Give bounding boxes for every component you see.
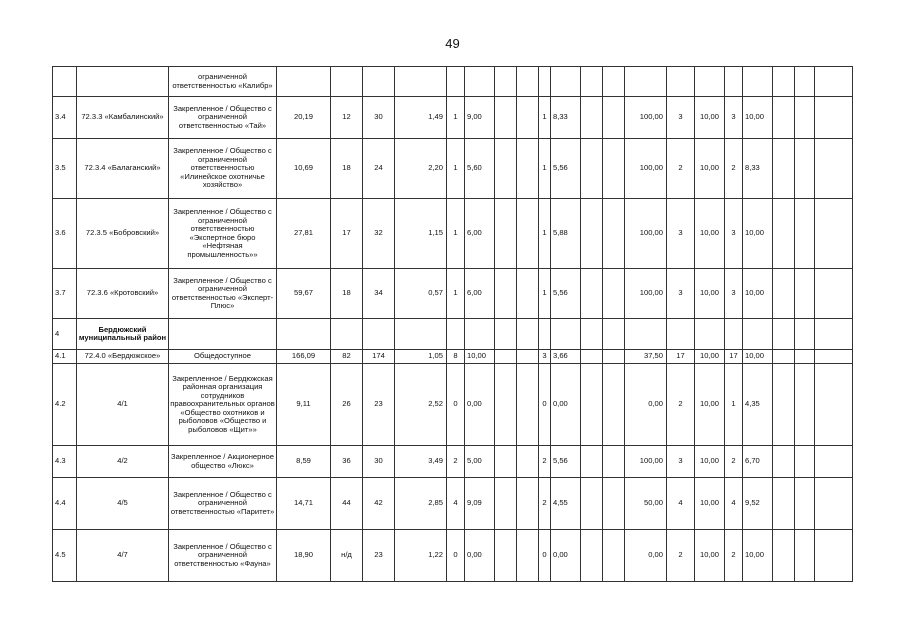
cell-c6: 34 (363, 269, 395, 319)
cell-c9 (465, 319, 495, 350)
cell-c11 (517, 478, 539, 530)
cell-type: Закрепленное / Общество с ограниченной ответственностью «Тай» (169, 97, 277, 139)
table-row (53, 530, 853, 582)
cell-c8: 1 (447, 199, 465, 269)
cell-c12: 2 (539, 478, 551, 530)
cell-c14 (581, 446, 603, 478)
cell-c12: 3 (539, 350, 551, 364)
cell-c19: 3 (725, 199, 743, 269)
cell-empty (795, 67, 815, 97)
cell-c15 (603, 364, 625, 446)
cell-empty (795, 269, 815, 319)
cell-c15 (603, 67, 625, 97)
cell-c13 (551, 67, 581, 97)
cell-c20: 9,52 (743, 478, 773, 530)
cell-c18: 10,00 (695, 478, 725, 530)
cell-c14 (581, 97, 603, 139)
cell-c20: 10,00 (743, 530, 773, 582)
cell-name: 72.3.5 «Бобровский» (77, 199, 169, 269)
cell-empty (815, 67, 853, 97)
cell-c11 (517, 319, 539, 350)
table-row (53, 319, 853, 350)
cell-area: 8,59 (277, 446, 331, 478)
cell-area: 59,67 (277, 269, 331, 319)
cell-c19: 2 (725, 446, 743, 478)
cell-c15 (603, 97, 625, 139)
cell-c5 (331, 319, 363, 350)
cell-c19: 2 (725, 139, 743, 199)
cell-empty (795, 478, 815, 530)
cell-c17: 17 (667, 350, 695, 364)
cell-c10 (495, 446, 517, 478)
cell-c7: 2,20 (395, 139, 447, 199)
cell-c16: 100,00 (625, 199, 667, 269)
cell-type: Общедоступное (169, 350, 277, 364)
cell-c12 (539, 67, 551, 97)
cell-c20: 10,00 (743, 97, 773, 139)
cell-c15 (603, 269, 625, 319)
cell-c21 (773, 364, 795, 446)
cell-c7: 2,52 (395, 364, 447, 446)
cell-c7: 1,22 (395, 530, 447, 582)
cell-c11 (517, 67, 539, 97)
cell-c14 (581, 67, 603, 97)
cell-c6: 30 (363, 446, 395, 478)
cell-num (53, 67, 77, 97)
cell-c21 (773, 350, 795, 364)
cell-empty (815, 139, 853, 199)
cell-c9: 5,60 (465, 139, 495, 199)
cell-c16: 100,00 (625, 269, 667, 319)
cell-c9: 9,09 (465, 478, 495, 530)
cell-c13: 0,00 (551, 364, 581, 446)
cell-c17: 3 (667, 269, 695, 319)
cell-c13 (551, 319, 581, 350)
cell-c13: 5,88 (551, 199, 581, 269)
cell-num: 3.6 (53, 199, 77, 269)
cell-c17: 2 (667, 139, 695, 199)
cell-c5: 12 (331, 97, 363, 139)
cell-c21 (773, 139, 795, 199)
cell-c10 (495, 139, 517, 199)
cell-c5: 26 (331, 364, 363, 446)
cell-c11 (517, 269, 539, 319)
cell-c5: 18 (331, 269, 363, 319)
cell-c18: 10,00 (695, 364, 725, 446)
cell-c17: 2 (667, 530, 695, 582)
cell-empty (815, 97, 853, 139)
cell-c18: 10,00 (695, 446, 725, 478)
cell-c8: 4 (447, 478, 465, 530)
cell-c5: н/д (331, 530, 363, 582)
cell-c15 (603, 319, 625, 350)
cell-c5 (331, 67, 363, 97)
table-row (53, 269, 853, 319)
cell-c17: 4 (667, 478, 695, 530)
cell-c15 (603, 350, 625, 364)
cell-num: 3.4 (53, 97, 77, 139)
cell-c6: 174 (363, 350, 395, 364)
cell-name: 4/7 (77, 530, 169, 582)
table-row (53, 97, 853, 139)
cell-c8 (447, 67, 465, 97)
cell-c14 (581, 350, 603, 364)
cell-c9: 6,00 (465, 199, 495, 269)
cell-c8: 2 (447, 446, 465, 478)
cell-c8 (447, 319, 465, 350)
cell-empty (815, 478, 853, 530)
cell-c19: 17 (725, 350, 743, 364)
cell-c5: 44 (331, 478, 363, 530)
cell-c11 (517, 199, 539, 269)
cell-c21 (773, 478, 795, 530)
cell-c16: 100,00 (625, 97, 667, 139)
cell-c19: 2 (725, 530, 743, 582)
cell-c14 (581, 319, 603, 350)
cell-c11 (517, 139, 539, 199)
cell-c12: 1 (539, 97, 551, 139)
cell-c12 (539, 319, 551, 350)
cell-c14 (581, 139, 603, 199)
cell-type: Закрепленное / Общество с ограниченной ответственностью «Экспертное бюро «Нефтяная промышленность»» (169, 199, 277, 269)
cell-c6 (363, 319, 395, 350)
cell-c11 (517, 97, 539, 139)
cell-c15 (603, 139, 625, 199)
cell-c6 (363, 67, 395, 97)
cell-c8: 1 (447, 139, 465, 199)
cell-c6: 23 (363, 530, 395, 582)
cell-empty (795, 319, 815, 350)
cell-c13: 5,56 (551, 269, 581, 319)
cell-c11 (517, 364, 539, 446)
cell-empty (795, 139, 815, 199)
cell-c7: 2,85 (395, 478, 447, 530)
cell-c14 (581, 269, 603, 319)
cell-c13: 4,55 (551, 478, 581, 530)
cell-c19: 3 (725, 269, 743, 319)
cell-c21 (773, 269, 795, 319)
cell-type: Закрепленное / Бердюжская районная организация сотрудников правоохранительных органов «Общество охотников и рыболовов «Общество и рыболовов «Щит»» (169, 364, 277, 446)
cell-type: ограниченной ответственностью «Калибр» (169, 67, 277, 97)
cell-c10 (495, 97, 517, 139)
cell-type: Закрепленное / Общество с ограниченной ответственностью «Паритет» (169, 478, 277, 530)
cell-c12: 1 (539, 199, 551, 269)
cell-num: 3.5 (53, 139, 77, 199)
cell-c7: 0,57 (395, 269, 447, 319)
cell-c19: 3 (725, 97, 743, 139)
cell-empty (815, 530, 853, 582)
cell-empty (795, 350, 815, 364)
cell-c10 (495, 478, 517, 530)
cell-c21 (773, 530, 795, 582)
cell-c9 (465, 67, 495, 97)
cell-c18: 10,00 (695, 269, 725, 319)
cell-area: 20,19 (277, 97, 331, 139)
cell-c10 (495, 67, 517, 97)
cell-c12: 1 (539, 269, 551, 319)
cell-c12: 1 (539, 139, 551, 199)
cell-empty (795, 364, 815, 446)
cell-c16 (625, 67, 667, 97)
cell-c21 (773, 319, 795, 350)
cell-c10 (495, 319, 517, 350)
cell-c10 (495, 199, 517, 269)
cell-name: 4/5 (77, 478, 169, 530)
cell-c15 (603, 199, 625, 269)
cell-c12: 2 (539, 446, 551, 478)
cell-c17: 3 (667, 199, 695, 269)
cell-name: 72.4.0 «Бердюжское» (77, 350, 169, 364)
cell-c16: 100,00 (625, 139, 667, 199)
cell-c13: 8,33 (551, 97, 581, 139)
cell-c14 (581, 530, 603, 582)
cell-c20: 10,00 (743, 199, 773, 269)
cell-c8: 1 (447, 97, 465, 139)
cell-area: 27,81 (277, 199, 331, 269)
cell-c13: 5,56 (551, 446, 581, 478)
cell-c11 (517, 530, 539, 582)
table-row (53, 364, 853, 446)
cell-empty (815, 319, 853, 350)
cell-c17 (667, 319, 695, 350)
cell-num: 4.4 (53, 478, 77, 530)
cell-c9: 9,00 (465, 97, 495, 139)
cell-name: 72.3.6 «Кротовский» (77, 269, 169, 319)
cell-c16: 100,00 (625, 446, 667, 478)
cell-c9: 0,00 (465, 364, 495, 446)
cell-name: Бердюжский муниципальный район (77, 319, 169, 350)
cell-num: 4.3 (53, 446, 77, 478)
cell-c15 (603, 478, 625, 530)
cell-c8: 0 (447, 364, 465, 446)
cell-c17: 3 (667, 97, 695, 139)
cell-c7 (395, 67, 447, 97)
cell-empty (795, 530, 815, 582)
cell-c10 (495, 350, 517, 364)
cell-c16 (625, 319, 667, 350)
cell-c6: 42 (363, 478, 395, 530)
cell-name: 4/2 (77, 446, 169, 478)
cell-c10 (495, 530, 517, 582)
table-row (53, 478, 853, 530)
cell-c6: 32 (363, 199, 395, 269)
cell-type: Закрепленное / Общество с ограниченной ответственностью «Илинейское охотничье хозяйство» (169, 139, 277, 199)
cell-c14 (581, 364, 603, 446)
cell-c19 (725, 67, 743, 97)
cell-empty (795, 199, 815, 269)
cell-c20: 10,00 (743, 350, 773, 364)
cell-c18: 10,00 (695, 139, 725, 199)
cell-c9: 6,00 (465, 269, 495, 319)
cell-c13: 3,66 (551, 350, 581, 364)
cell-c7: 3,49 (395, 446, 447, 478)
cell-empty (815, 350, 853, 364)
cell-c13: 5,56 (551, 139, 581, 199)
cell-c16: 50,00 (625, 478, 667, 530)
cell-c8: 0 (447, 530, 465, 582)
cell-empty (815, 364, 853, 446)
cell-c10 (495, 269, 517, 319)
cell-type: Закрепленное / Общество с ограниченной ответственностью «Фауна» (169, 530, 277, 582)
cell-type: Закрепленное / Акционерное общество «Люкс» (169, 446, 277, 478)
cell-c11 (517, 350, 539, 364)
cell-c5: 36 (331, 446, 363, 478)
cell-c20: 10,00 (743, 269, 773, 319)
cell-c5: 82 (331, 350, 363, 364)
cell-c13: 0,00 (551, 530, 581, 582)
cell-type (169, 319, 277, 350)
data-table (52, 66, 853, 582)
cell-c14 (581, 199, 603, 269)
cell-c20 (743, 67, 773, 97)
cell-num: 4.1 (53, 350, 77, 364)
cell-area: 166,09 (277, 350, 331, 364)
cell-area: 9,11 (277, 364, 331, 446)
cell-type: Закрепленное / Общество с ограниченной ответственностью «Эксперт-Плюс» (169, 269, 277, 319)
cell-c7: 1,15 (395, 199, 447, 269)
cell-area (277, 319, 331, 350)
table-row (53, 199, 853, 269)
cell-num: 4.5 (53, 530, 77, 582)
cell-name: 4/1 (77, 364, 169, 446)
table-row (53, 67, 853, 97)
cell-c21 (773, 97, 795, 139)
cell-c18 (695, 67, 725, 97)
cell-c19: 4 (725, 478, 743, 530)
cell-c12: 0 (539, 364, 551, 446)
cell-c8: 8 (447, 350, 465, 364)
cell-c15 (603, 530, 625, 582)
cell-c18: 10,00 (695, 199, 725, 269)
cell-num: 4.2 (53, 364, 77, 446)
cell-c9: 5,00 (465, 446, 495, 478)
cell-c9: 0,00 (465, 530, 495, 582)
cell-c18: 10,00 (695, 97, 725, 139)
page-number: 49 (445, 36, 460, 51)
cell-c17: 2 (667, 364, 695, 446)
cell-c6: 30 (363, 97, 395, 139)
cell-c12: 0 (539, 530, 551, 582)
cell-c6: 23 (363, 364, 395, 446)
cell-empty (815, 199, 853, 269)
cell-c21 (773, 67, 795, 97)
cell-num: 4 (53, 319, 77, 350)
cell-c5: 17 (331, 199, 363, 269)
table-row (53, 350, 853, 364)
cell-c11 (517, 446, 539, 478)
cell-c7 (395, 319, 447, 350)
cell-c18: 10,00 (695, 530, 725, 582)
cell-c18: 10,00 (695, 350, 725, 364)
cell-c15 (603, 446, 625, 478)
cell-c19: 1 (725, 364, 743, 446)
cell-c7: 1,05 (395, 350, 447, 364)
cell-empty (815, 446, 853, 478)
cell-c16: 37,50 (625, 350, 667, 364)
cell-c17: 3 (667, 446, 695, 478)
cell-name (77, 67, 169, 97)
cell-area (277, 67, 331, 97)
cell-area: 10,69 (277, 139, 331, 199)
cell-name: 72.3.4 «Балаганский» (77, 139, 169, 199)
cell-c19 (725, 319, 743, 350)
cell-c16: 0,00 (625, 530, 667, 582)
cell-c6: 24 (363, 139, 395, 199)
cell-c16: 0,00 (625, 364, 667, 446)
cell-c14 (581, 478, 603, 530)
table-row (53, 446, 853, 478)
cell-c20: 4,35 (743, 364, 773, 446)
cell-empty (795, 97, 815, 139)
cell-c8: 1 (447, 269, 465, 319)
cell-c20 (743, 319, 773, 350)
cell-c21 (773, 199, 795, 269)
cell-name: 72.3.3 «Камбалинский» (77, 97, 169, 139)
cell-c20: 6,70 (743, 446, 773, 478)
cell-c10 (495, 364, 517, 446)
cell-c18 (695, 319, 725, 350)
cell-empty (795, 446, 815, 478)
cell-c7: 1,49 (395, 97, 447, 139)
cell-empty (815, 269, 853, 319)
cell-c9: 10,00 (465, 350, 495, 364)
cell-c5: 18 (331, 139, 363, 199)
cell-c21 (773, 446, 795, 478)
cell-num: 3.7 (53, 269, 77, 319)
cell-c17 (667, 67, 695, 97)
cell-c20: 8,33 (743, 139, 773, 199)
table-row (53, 139, 853, 199)
cell-area: 14,71 (277, 478, 331, 530)
cell-area: 18,90 (277, 530, 331, 582)
